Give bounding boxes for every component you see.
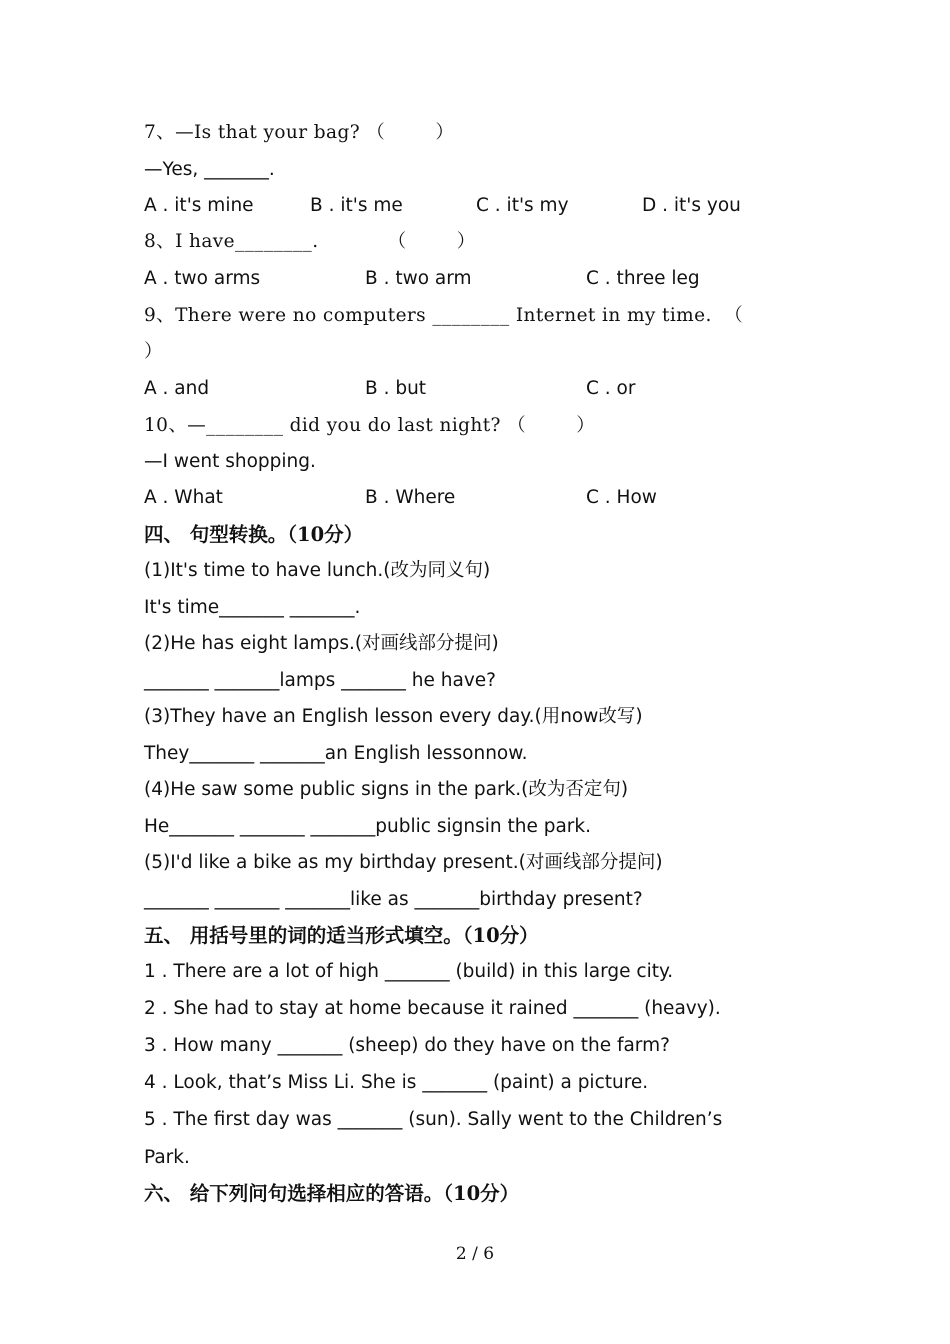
section5-item5: 5 . The first day was _______ (sun). Sally went to the Children’s xyxy=(144,1109,723,1130)
q7-option-c: C . it's my xyxy=(476,195,569,216)
section5-heading: 五、 用括号里的词的适当形式填空。（10分） xyxy=(144,924,539,947)
section5-item2: 2 . She had to stay at home because it rained _______ (heavy). xyxy=(144,998,721,1019)
section5-item1: 1 . There are a lot of high _______ (build) in this large city. xyxy=(144,961,674,982)
section4-item2-question: (2)He has eight lamps.(对画线部分提问) xyxy=(144,633,499,654)
section4-item5-answer: _______ _______ _______like as _______birthday present? xyxy=(144,889,643,910)
q9-stem-end: ） xyxy=(144,341,163,362)
q9-stem: 9、There were no computers ________ Internet in my time. （ xyxy=(144,305,744,326)
page-number: 2 / 6 xyxy=(455,1244,495,1264)
q8-option-a: A . two arms xyxy=(144,268,261,289)
section4-item5-question: (5)I'd like a bike as my birthday present.(对画线部分提问) xyxy=(144,852,663,873)
q9-option-b: B . but xyxy=(365,378,427,399)
q10-option-b: B . Where xyxy=(365,487,456,508)
q9-option-c: C . or xyxy=(586,378,636,399)
section5-item4: 4 . Look, that’s Miss Li. She is _______ (paint) a picture. xyxy=(144,1072,649,1093)
q10-option-c: C . How xyxy=(586,487,657,508)
section4-heading: 四、 句型转换。（10分） xyxy=(144,523,364,546)
q7-stem: 7、—Is that your bag? （ ） xyxy=(144,122,455,143)
section4-item3-question: (3)They have an English lesson every day.(用now改写) xyxy=(144,706,643,727)
q10-option-a: A . What xyxy=(144,487,223,508)
section6-heading: 六、 给下列问句选择相应的答语。（10分） xyxy=(144,1182,520,1205)
section4-item4-question: (4)He saw some public signs in the park.(改为否定句) xyxy=(144,779,629,800)
section4-item3-answer: They_______ _______an English lessonnow. xyxy=(144,743,528,764)
q7-option-a: A . it's mine xyxy=(144,195,254,216)
q9-option-a: A . and xyxy=(144,378,210,399)
q10-stem: 10、—________ did you do last night? （ ） xyxy=(144,415,596,436)
section5-item3: 3 . How many _______ (sheep) do they have on the farm? xyxy=(144,1035,670,1056)
q10-reply: —I went shopping. xyxy=(144,451,316,472)
q8-option-b: B . two arm xyxy=(365,268,472,289)
section4-item4-answer: He_______ _______ _______public signsin the park. xyxy=(144,816,591,837)
q8-stem: 8、I have________. （ ） xyxy=(144,231,476,252)
q7-option-d: D . it's you xyxy=(642,195,741,216)
section4-item1-question: (1)It's time to have lunch.(改为同义句) xyxy=(144,560,491,581)
q8-option-c: C . three leg xyxy=(586,268,700,289)
section5-item5-continued: Park. xyxy=(144,1147,190,1168)
q7-option-b: B . it's me xyxy=(310,195,403,216)
q7-reply: —Yes, _______. xyxy=(144,159,275,180)
section4-item2-answer: _______ _______lamps _______ he have? xyxy=(144,670,496,691)
section4-item1-answer: It's time_______ _______. xyxy=(144,597,361,618)
